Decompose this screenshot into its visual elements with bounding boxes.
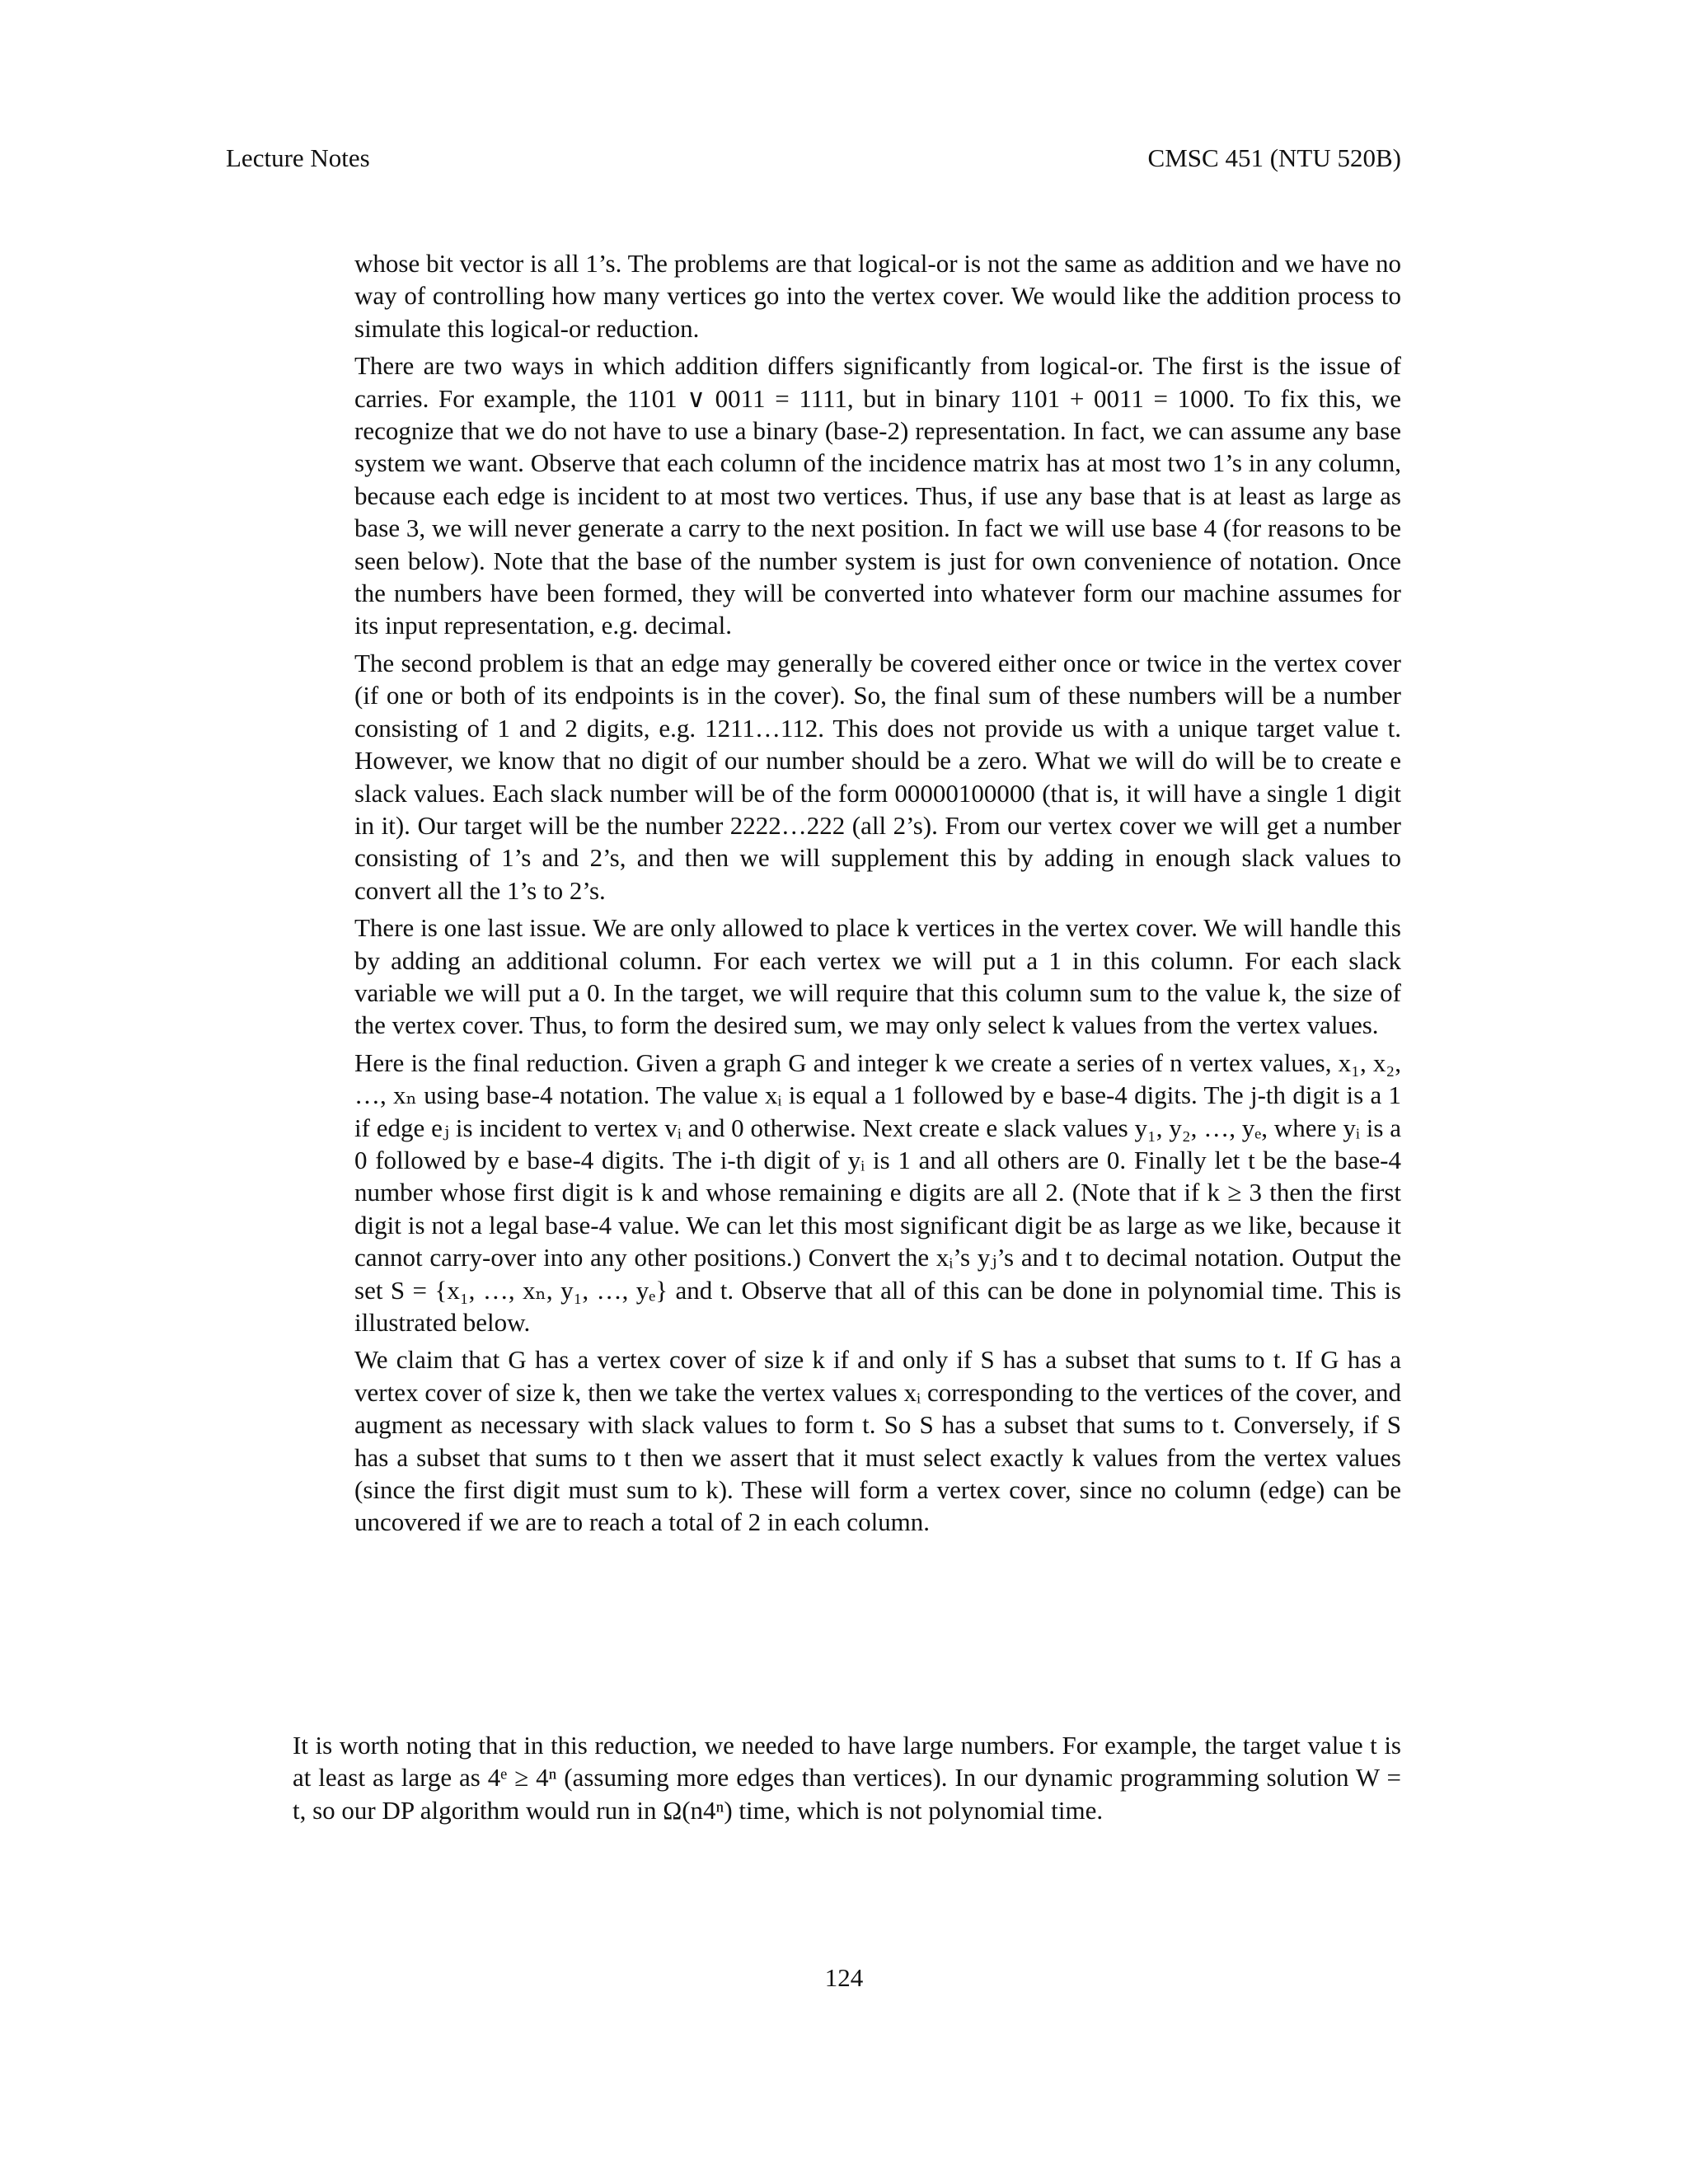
paragraph-final-reduction: Here is the final reduction. Given a graph G and integer k we create a series of n vertex values, x₁, x₂, …, xₙ using base-4 notation. The value xᵢ is equal a 1 followed by e base-4 digits. The j-th digit is a 1 if edge eⱼ is incident to vertex vᵢ and 0 otherwise. Next create e slack values y₁, y₂, …, yₑ, where yᵢ is a 0 followed by e base-4 digits. The i-th digit of yᵢ is 1 and all others are 0. Finally let t be the base-4 number whose first digit is k and whose remaining e digits are all 2. (Note that if k ≥ 3 then the first digit is not a legal base-4 value. We can let this most significant digit be as large as we like, because it cannot carry-over into any other positions.) Convert the xᵢ’s yⱼ’s and t to decimal notation. Output the set S = {x₁, …, xₙ, y₁, …, yₑ} and t. Observe that all of this can be done in polynomial time. This is illustrated below. bbox=[354, 1047, 1401, 1337]
paragraph-large-numbers: It is worth noting that in this reduction, we needed to have large numbers. For example, the target value t is at least as large as 4ᵉ ≥ 4ⁿ (assuming more edges than vertices). In our dynamic programming solution W = t, so our DP algorithm would run in Ω(n4ⁿ) time, which is not polynomial time. bbox=[293, 1731, 1401, 1825]
paragraph-slack-values: The second problem is that an edge may generally be covered either once or twice in the vertex cover (if one or both of its endpoints is in the cover). So, the final sum of these numbers will be a number consisting of 1 and 2 digits, e.g. 1211…112. This does not provide us with a unique target value t. However, we know that no digit of our number should be a zero. What we will do will be to create e slack values. Each slack number will be of the form 00000100000 (that is, it will have a single 1 digit in it). Our target will be the number 2222…222 (all 2’s). From our vertex cover we will get a number consisting of 1’s and 2’s, and then we will supplement this by adding in enough slack values to convert all the 1’s to 2’s. bbox=[354, 648, 1401, 905]
paragraph-bit-vector: whose bit vector is all 1’s. The problems are that logical-or is not the same as addition and we have no way of controlling how many vertices go into the vertex cover. We would like the addition process to simulate this logical-or reduction. bbox=[354, 249, 1401, 343]
closing-body bbox=[293, 1729, 1401, 1831]
running-head bbox=[226, 142, 1401, 175]
paragraph-carries: There are two ways in which addition differs significantly from logical-or. The first is the issue of carries. For example, the 1101 ∨ 0011 = 1111, but in binary 1101 + 0011 = 1000. To fix this, we recognize that we do not have to use a binary (base-2) representation. In fact, we can assume any base system we want. Observe that each column of the incidence matrix has at most two 1’s in any column, because each edge is incident to at most two vertices. Thus, if use any base that is at least as large as base 3, we will never generate a carry to the next position. In fact we will use base 4 (for reasons to be seen below). Note that the base of the number system is just for own convenience of notation. Once the numbers have been formed, they will be converted into whatever form our machine assumes for its input representation, e.g. decimal. bbox=[354, 351, 1401, 640]
paragraph-last-issue: There is one last issue. We are only allowed to place k vertices in the vertex cover. We will handle this by adding an additional column. For each vertex we will put a 1 in this column. For each slack variable we will put a 0. In the target, we will require that this column sum to the value k, the size of the vertex cover. Thus, to form the desired sum, we may only select k values from the vertex values. bbox=[354, 913, 1401, 1040]
header-course-notes: Lecture Notes bbox=[226, 143, 370, 172]
indented-body bbox=[354, 247, 1401, 1544]
page-number: 124 bbox=[824, 1963, 864, 1992]
header-course-code: CMSC 451 (NTU 520B) bbox=[1147, 143, 1401, 172]
paragraph-claim: We claim that G has a vertex cover of size k if and only if S has a subset that sums to t. If G has a vertex cover of size k, then we take the vertex values xᵢ corresponding to the vertices of the cover, and augment as necessary with slack values to form t. So S has a subset that sums to t. Conversely, if S has a subset that sums to t then we assert that it must select exactly k values from the vertex values (since the first digit must sum to k). These will form a vertex cover, since no column (edge) can be uncovered if we are to reach a total of 2 in each column. bbox=[354, 1345, 1401, 1537]
